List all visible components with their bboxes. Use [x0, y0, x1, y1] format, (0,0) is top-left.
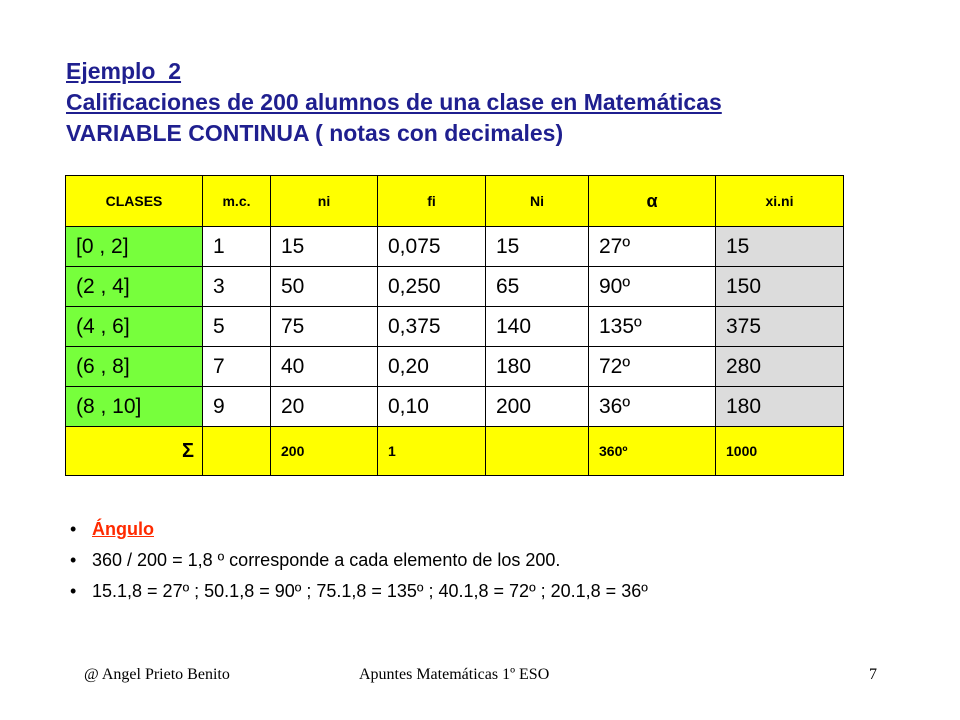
cell-Ni: 200: [486, 387, 589, 427]
cell-ni: 50: [271, 267, 378, 307]
cell-ni: 20: [271, 387, 378, 427]
cell-class: [0 , 2]: [66, 227, 203, 267]
cell-ni: 15: [271, 227, 378, 267]
cell-mc: 3: [203, 267, 271, 307]
cell-xini: 15: [716, 227, 844, 267]
total-fi: 1: [378, 427, 486, 476]
cell-fi: 0,10: [378, 387, 486, 427]
cell-fi: 0,375: [378, 307, 486, 347]
cell-alpha: 135º: [589, 307, 716, 347]
cell-class: (4 , 6]: [66, 307, 203, 347]
cell-Ni: 140: [486, 307, 589, 347]
cell-mc: 7: [203, 347, 271, 387]
cell-mc: 9: [203, 387, 271, 427]
list-item: [70, 514, 648, 545]
cell-class: (8 , 10]: [66, 387, 203, 427]
total-alpha: 360º: [589, 427, 716, 476]
table-row: [66, 347, 844, 387]
cell-alpha: 27º: [589, 227, 716, 267]
cell-ni: 40: [271, 347, 378, 387]
title-description: Calificaciones de 200 alumnos de una clase en Matemáticas: [66, 89, 722, 115]
cell-Ni: 15: [486, 227, 589, 267]
cell-xini: 180: [716, 387, 844, 427]
angle-notes: [70, 514, 648, 607]
cell-fi: 0,20: [378, 347, 486, 387]
title-variable-type: VARIABLE CONTINUA ( notas con decimales): [66, 120, 564, 146]
total-Ni: [486, 427, 589, 476]
cell-xini: 280: [716, 347, 844, 387]
header-ni: ni: [271, 176, 378, 227]
table-row: [66, 227, 844, 267]
list-item: • 360 / 200 = 1,8 º corresponde a cada elemento de los 200.: [70, 545, 648, 576]
table-totals-row: [66, 427, 844, 476]
cell-mc: 1: [203, 227, 271, 267]
cell-class: (6 , 8]: [66, 347, 203, 387]
title-example: Ejemplo_2: [66, 58, 182, 84]
sum-symbol: Σ: [66, 427, 203, 476]
page-number: 7: [869, 666, 877, 683]
header-alpha: α: [589, 176, 716, 227]
cell-Ni: 65: [486, 267, 589, 307]
total-mc: [203, 427, 271, 476]
list-item: • 15.1,8 = 27º ; 50.1,8 = 90º ; 75.1,8 = 135º ; 40.1,8 = 72º ; 20.1,8 = 36º: [70, 576, 648, 607]
cell-alpha: 36º: [589, 387, 716, 427]
header-Ni: Ni: [486, 176, 589, 227]
cell-ni: 75: [271, 307, 378, 347]
table-header-row: [66, 176, 844, 227]
total-xini: 1000: [716, 427, 844, 476]
header-fi: fi: [378, 176, 486, 227]
table-row: [66, 387, 844, 427]
table-row: [66, 267, 844, 307]
slide-title: [66, 56, 722, 149]
cell-alpha: 72º: [589, 347, 716, 387]
cell-alpha: 90º: [589, 267, 716, 307]
cell-class: (2 , 4]: [66, 267, 203, 307]
header-mc: m.c.: [203, 176, 271, 227]
total-ni: 200: [271, 427, 378, 476]
cell-xini: 375: [716, 307, 844, 347]
frequency-table: [65, 175, 844, 476]
cell-mc: 5: [203, 307, 271, 347]
cell-Ni: 180: [486, 347, 589, 387]
header-clases: CLASES: [66, 176, 203, 227]
cell-xini: 150: [716, 267, 844, 307]
footer-author: @ Angel Prieto Benito: [84, 666, 230, 683]
cell-fi: 0,075: [378, 227, 486, 267]
header-xini: xi.ni: [716, 176, 844, 227]
angle-heading: Ángulo: [92, 519, 154, 539]
footer-course: Apuntes Matemáticas 1º ESO: [359, 666, 550, 683]
cell-fi: 0,250: [378, 267, 486, 307]
table-row: [66, 307, 844, 347]
